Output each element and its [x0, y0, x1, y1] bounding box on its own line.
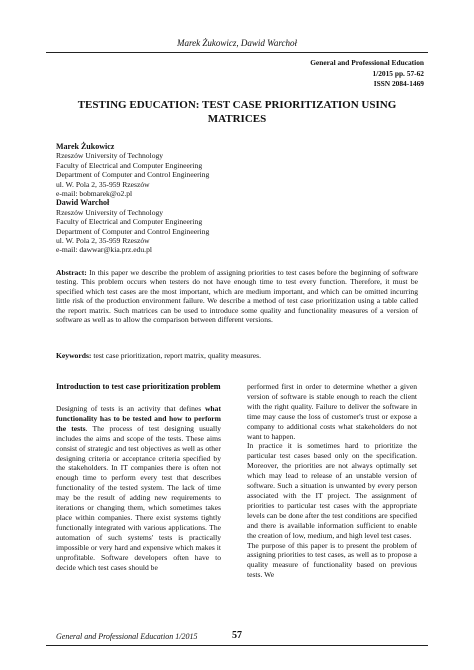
paragraph-bold-text: what functionality has to be tested and how to perform the tests: [56, 404, 221, 433]
author-affiliation-line: Rzeszów University of Technology: [56, 151, 164, 161]
left-column: [56, 382, 221, 572]
paragraph-text: . The process of test designing usually includes the aims and scope of the tests. These aims consist of strategic and test objectives as well as other designing criteria or acceptance criteria specified by the stakeholders. In IT companies there is often not enough time to perform every test that describes functionality of the tested system. The lack of time may be the result of adding new requirements to iterations or changing them, which sometimes takes place within companies. There exist systems tightly functionally integrated with various applications. The automation of such systems' tests is practically impossible or very hard and expensive which makes it unprofitable. Software developers often have to decide which test cases should be: [56, 423, 222, 572]
keywords: [56, 351, 418, 360]
header-rule: [46, 52, 428, 53]
keywords-label: Keywords:: [56, 351, 92, 360]
footer-journal: General and Professional Education 1/2015: [56, 632, 198, 641]
abstract-label: Abstract:: [56, 268, 87, 277]
author-affiliation-line: Department of Computer and Control Engineering: [56, 226, 210, 236]
author-name: Marek Żukowicz: [56, 142, 115, 151]
author-address-line: ul. W. Pola 2, 35-959 Rzeszów: [56, 236, 150, 246]
journal-name: General and Professional Education: [310, 58, 424, 67]
author-name: Dawid Warchoł: [56, 198, 110, 208]
journal-issn: ISSN 2084-1469: [373, 79, 424, 88]
journal-info: [310, 58, 424, 90]
author-block: [56, 142, 209, 255]
author-affiliation-line: Rzeszów University of Technology: [56, 207, 164, 217]
footer-rule: [46, 645, 428, 646]
abstract: [56, 268, 418, 324]
journal-issue: 1/2015 pp. 57-62: [372, 68, 424, 78]
running-header: Marek Żukowicz, Dawid Warchoł: [177, 38, 297, 48]
paragraph: performed first in order to determine whether a given version of software is stable enough to reach the client with the right quality. Failure to deliver the software in time may cause the loss of customer's trust or expose a company to additional costs what stakeholders do not want to happen.: [247, 382, 417, 441]
author-affiliation-line: Faculty of Electrical and Computer Engineering: [56, 217, 203, 227]
author-email: e-mail: bobmarek@o2.pl: [56, 189, 133, 199]
paper-title: TESTING EDUCATION: TEST CASE PRIORITIZATION USING MATRICES: [77, 99, 397, 125]
abstract-text: In this paper we describe the problem of assigning priorities to test cases before the beginning of software testing. This problem occurs when testers do not have enough time to test every function. Therefore, it must be specified which test cases are the most important, which are medium important, and which can be omitted incurring little risk of the production environment failure. We describe a method of test case prioritization using a table called the report matrix. Such matrices can be used to introduce some quality and functionality measures of a version of software as well as to allow the comparison between different versions.: [56, 268, 418, 325]
paragraph: In practice it is sometimes hard to prioritize the particular test cases based only on the specification. Moreover, the priorities are not always optimally set which may lead to release of an unstable version of software. Such a situation is unwanted by every person associated with the IT project. The assignment of priorities to particular test cases with the appropriate levels can be done after the test conditions are specified and there is available information sufficient to enable the creation of low, medium, and high level test cases.: [247, 441, 417, 540]
paragraph: [56, 404, 221, 572]
author-affiliation-line: Department of Computer and Control Engineering: [56, 170, 210, 180]
page-number: 57: [232, 630, 242, 641]
section-heading: Introduction to test case prioritization problem: [56, 382, 221, 391]
right-column: [247, 382, 417, 580]
author-email: e-mail: dawwar@kia.prz.edu.pl: [56, 245, 152, 255]
keywords-text: test case prioritization, report matrix, quality measures.: [93, 351, 261, 360]
author-address-line: ul. W. Pola 2, 35-959 Rzeszów: [56, 179, 150, 189]
paragraph-text: Designing of tests is an activity that defines: [56, 404, 205, 413]
paragraph: The purpose of this paper is to present the problem of assigning priorities to test cases, as well as to propose a quality measure of functionality based on previous tests. We: [247, 540, 417, 580]
author-affiliation-line: Faculty of Electrical and Computer Engineering: [56, 160, 203, 170]
